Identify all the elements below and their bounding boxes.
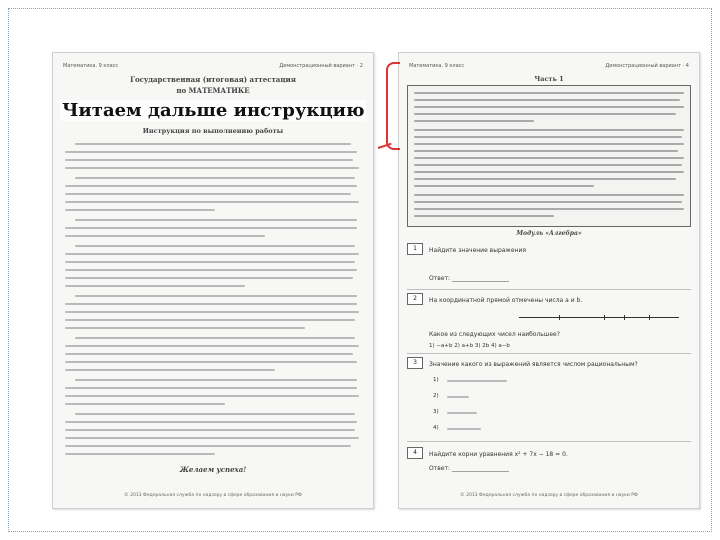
text-line [75,143,351,145]
text-line [414,178,676,180]
text-line [65,437,359,439]
formula-line [447,380,507,382]
text-line [65,421,357,423]
text-line [65,185,357,187]
text-line [65,387,357,389]
text-line [414,185,594,187]
text-line [414,99,680,101]
task3-option: 1) [433,377,439,383]
text-line [414,150,678,152]
text-line [65,151,357,153]
text-line [75,295,357,297]
formula-line [447,412,477,414]
right-header-left: Математика. 9 класс [409,63,465,69]
text-line [414,164,682,166]
formula-line [447,396,469,398]
right-document-page [398,52,700,509]
text-line [75,219,357,221]
text-line [414,129,684,131]
text-line [65,227,357,229]
text-line [65,285,245,287]
part-label: Часть 1 [534,75,564,83]
task2-options: 1) −a+b 2) a+b 3) 2b 4) a−b [429,343,510,349]
number-line [519,317,679,318]
left-footer: © 2013 Федеральная служба по надзору в сфере образования и науки РФ [124,493,302,498]
text-line [65,193,351,195]
text-line [75,177,355,179]
red-bracket-annotation [386,62,400,150]
left-header-right: Демонстрационный вариант · 2 [279,63,363,69]
answer-line: Ответ: ___________________ [429,465,509,472]
text-line [75,245,355,247]
text-line [65,345,359,347]
module-label: Модуль «Алгебра» [516,230,582,237]
task-number: 2 [407,293,423,305]
text-line [65,361,357,363]
task-text: Значение какого из выражений является числом рациональным? [429,361,638,368]
number-line-tick [624,315,625,320]
text-line [414,171,684,173]
text-line [414,208,684,210]
text-line [65,167,359,169]
right-footer: © 2013 Федеральная служба по надзору в сфере образования и науки РФ [460,493,638,498]
text-line [65,327,305,329]
left-title-line1: Государственная (итоговая) аттестация [130,75,296,84]
formula-line [447,428,481,430]
text-line [65,369,275,371]
text-line [65,201,359,203]
left-header-left: Математика. 9 класс [63,63,119,69]
overlay-title: Читаем дальше инструкцию [62,100,365,121]
text-line [65,403,225,405]
text-line [65,445,351,447]
task-number: 3 [407,357,423,369]
text-line [75,379,357,381]
text-line [65,269,357,271]
divider [407,289,691,290]
instructions-box [407,85,691,227]
text-line [414,113,676,115]
text-line [414,136,682,138]
text-line [75,337,355,339]
text-line [414,157,684,159]
left-title-line2: по МАТЕМАТИКЕ [176,86,250,95]
text-line [414,106,684,108]
text-line [65,277,353,279]
number-line-tick [649,315,650,320]
task-text: На координатной прямой отмечены числа a и b. [429,297,583,304]
text-line [414,215,554,217]
text-line [65,453,215,455]
text-line [65,395,359,397]
text-line [414,201,682,203]
task3-option: 4) [433,425,439,431]
number-line-tick [559,315,560,320]
task-number: 1 [407,243,423,255]
text-line [65,235,265,237]
number-line-tick [604,315,605,320]
task-text: Найдите корни уравнения x² + 7x − 18 = 0. [429,451,568,458]
text-line [414,143,684,145]
closing-text: Желаем успеха! [179,465,247,474]
text-line [65,209,215,211]
text-line [65,303,357,305]
text-line [65,311,359,313]
task3-option: 3) [433,409,439,415]
text-line [414,120,534,122]
text-line [414,194,684,196]
divider [407,441,691,442]
text-line [65,429,355,431]
text-line [75,413,355,415]
task3-option: 2) [433,393,439,399]
text-line [414,92,684,94]
text-line [65,261,355,263]
right-header-right: Демонстрационный вариант · 4 [605,63,689,69]
task-number: 4 [407,447,423,459]
answer-line: Ответ: ___________________ [429,275,509,282]
task-text: Найдите значение выражения [429,247,526,254]
instructions-heading: Инструкция по выполнению работы [142,127,284,135]
text-line [65,353,353,355]
text-line [65,159,353,161]
text-line [65,319,355,321]
text-line [65,253,359,255]
divider [407,353,691,354]
task2-question: Какое из следующих чисел наибольшее? [429,331,560,338]
